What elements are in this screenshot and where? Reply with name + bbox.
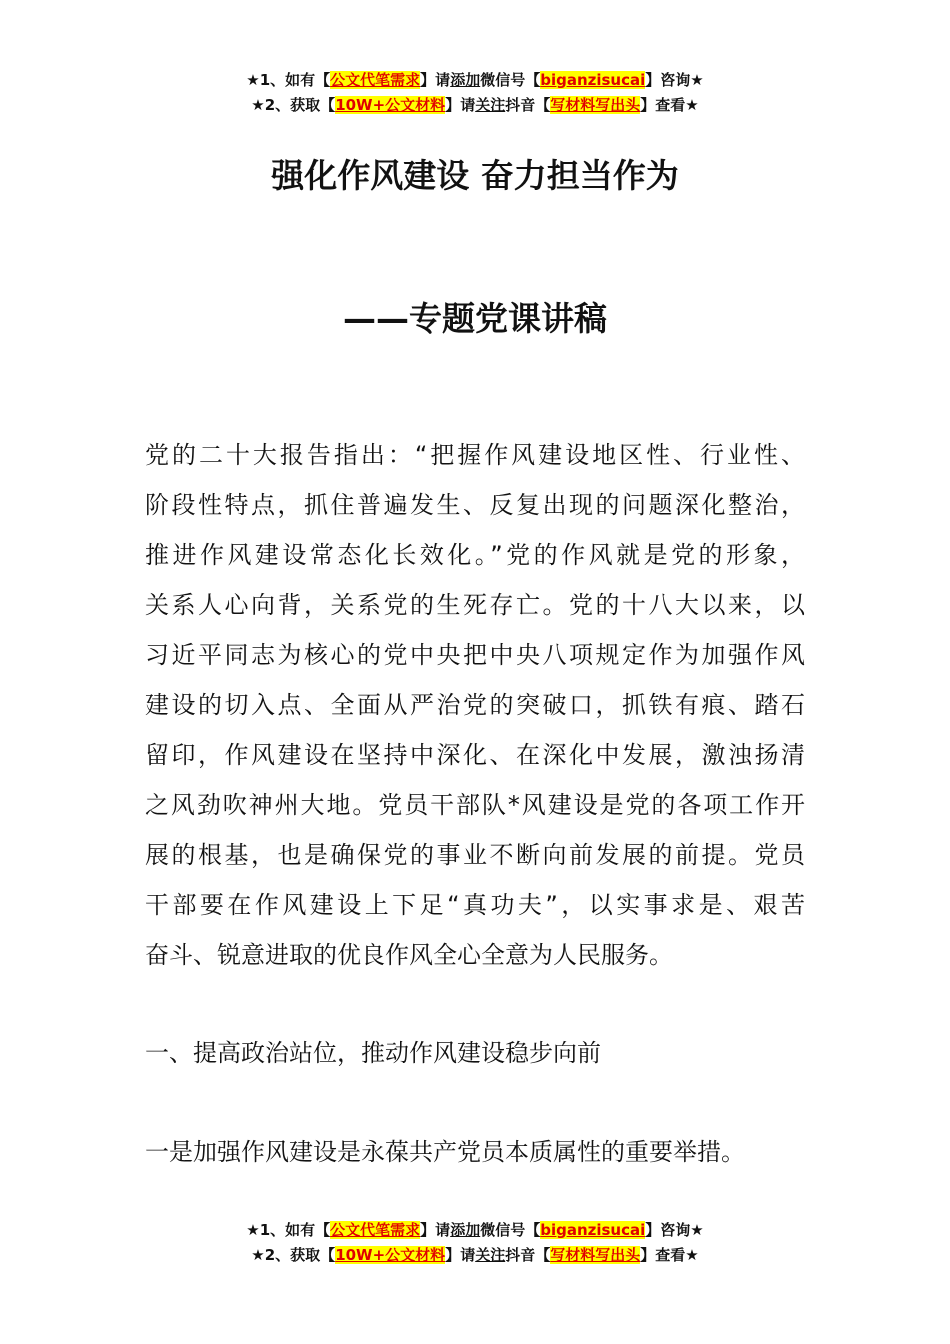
promo-line-2 bbox=[0, 93, 950, 118]
promo-text: ★1、如有【 bbox=[246, 1221, 331, 1239]
promo-text: ★2、获取【 bbox=[251, 96, 336, 114]
promo-text: 】请 bbox=[420, 71, 451, 89]
promo-text: 】请 bbox=[445, 96, 476, 114]
promo-underline: 关注 bbox=[475, 96, 506, 114]
promo-highlight: 公文代笔需求 bbox=[330, 71, 421, 89]
promo-highlight: biganzisucai bbox=[540, 71, 646, 89]
promo-header bbox=[0, 68, 950, 118]
paragraph-line: 推进作风建设常态化长效化。”党的作风就是党的形象， bbox=[145, 541, 805, 569]
document-title: 强化作风建设 奋力担当作为 bbox=[271, 156, 679, 195]
paragraph-line: 建设的切入点、全面从严治党的突破口，抓铁有痕、踏石 bbox=[145, 691, 805, 719]
promo-highlight: 写材料写出头 bbox=[550, 1246, 641, 1264]
paragraph-line: 展的根基，也是确保党的事业不断向前发展的前提。党员 bbox=[145, 841, 805, 869]
promo-line-2 bbox=[0, 1243, 950, 1268]
paragraph-line: 干部要在作风建设上下足“真功夫”，以实事求是、艰苦 bbox=[145, 891, 805, 919]
paragraph bbox=[145, 430, 805, 980]
promo-highlight: 10W+公文材料 bbox=[335, 1246, 446, 1264]
paragraph-line: 之风劲吹神州大地。党员干部队*风建设是党的各项工作开 bbox=[145, 791, 805, 819]
paragraph-line: 习近平同志为核心的党中央把中央八项规定作为加强作风 bbox=[145, 641, 805, 669]
section-heading: 一、提高政治站位，推动作风建设稳步向前 bbox=[145, 1039, 601, 1067]
promo-text: ★2、获取【 bbox=[251, 1246, 336, 1264]
promo-underline: 添加 bbox=[450, 1221, 481, 1239]
promo-text: ★1、如有【 bbox=[246, 71, 331, 89]
promo-text: 微信号【 bbox=[480, 1221, 541, 1239]
promo-text: 微信号【 bbox=[480, 71, 541, 89]
promo-underline: 添加 bbox=[450, 71, 481, 89]
sub-point: 一是加强作风建设是永葆共产党员本质属性的重要举措。 bbox=[145, 1138, 745, 1166]
promo-text: 】咨询★ bbox=[645, 71, 704, 89]
paragraph-line: 党的二十大报告指出：“把握作风建设地区性、行业性、 bbox=[145, 441, 805, 469]
promo-text: 抖音【 bbox=[505, 96, 551, 114]
promo-highlight: 公文代笔需求 bbox=[330, 1221, 421, 1239]
promo-text: 】查看★ bbox=[640, 96, 699, 114]
promo-text: 】查看★ bbox=[640, 1246, 699, 1264]
promo-underline: 关注 bbox=[475, 1246, 506, 1264]
promo-text: 抖音【 bbox=[505, 1246, 551, 1264]
paragraph-line: 留印，作风建设在坚持中深化、在深化中发展，激浊扬清 bbox=[145, 741, 805, 769]
promo-text: 】咨询★ bbox=[645, 1221, 704, 1239]
paragraph-line: 奋斗、锐意进取的优良作风全心全意为人民服务。 bbox=[145, 941, 673, 969]
paragraph-line: 阶段性特点，抓住普遍发生、反复出现的问题深化整治， bbox=[145, 491, 805, 519]
promo-highlight: biganzisucai bbox=[540, 1221, 646, 1239]
document-subtitle: ——专题党课讲稿 bbox=[343, 299, 607, 338]
promo-line-1 bbox=[0, 68, 950, 93]
promo-highlight: 写材料写出头 bbox=[550, 96, 641, 114]
promo-highlight: 10W+公文材料 bbox=[335, 96, 446, 114]
promo-text: 】请 bbox=[420, 1221, 451, 1239]
promo-text: 】请 bbox=[445, 1246, 476, 1264]
paragraph-line: 关系人心向背，关系党的生死存亡。党的十八大以来，以 bbox=[145, 591, 805, 619]
promo-footer bbox=[0, 1218, 950, 1268]
promo-line-1 bbox=[0, 1218, 950, 1243]
